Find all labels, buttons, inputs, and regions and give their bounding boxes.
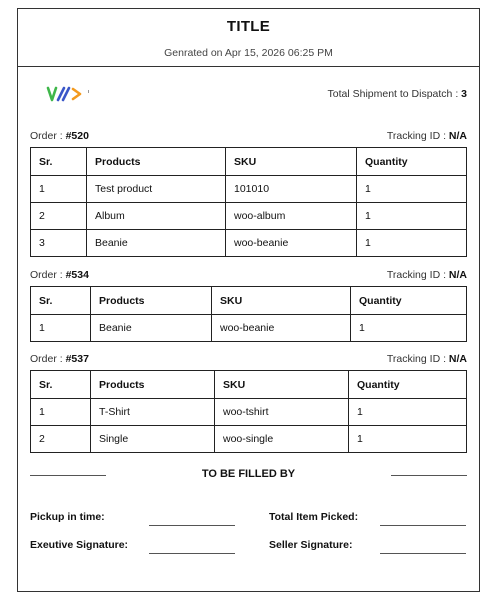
tracking-label: Tracking ID : [386,353,449,365]
pickup-time-label: Pickup in time: [30,511,105,523]
cell-sr: 3 [31,230,87,257]
brand-logo-icon [46,84,92,104]
manifest-sheet [17,8,480,592]
column-header-quantity: Quantity [357,148,467,176]
column-header-sr: Sr. [31,148,87,176]
order-number-text [30,353,89,365]
cell-sr: 1 [31,399,91,426]
order-header [30,125,467,147]
total-shipment-value: 3 [461,88,467,100]
seller-signature-blank [380,553,466,554]
divider-line-right [391,475,467,476]
cell-quantity: 1 [357,176,467,203]
total-picked-label: Total Item Picked: [269,511,359,523]
table-header-row [31,148,467,176]
tracking-id-text [387,130,467,142]
order-block [18,125,479,257]
column-header-sku: SKU [226,148,357,176]
order-label: Order : [30,130,66,142]
cell-quantity: 1 [357,203,467,230]
tracking-id-text [387,269,467,281]
order-block [18,348,479,453]
seller-signature-label: Seller Signature: [269,539,353,551]
table-row [31,176,467,203]
total-picked-blank [380,525,466,526]
column-header-products: Products [87,148,226,176]
cell-product: Test product [87,176,226,203]
tracking-label: Tracking ID : [386,130,449,142]
column-header-sr: Sr. [31,287,91,315]
cell-product: Beanie [91,315,212,342]
cell-sr: 2 [31,426,91,453]
order-number: #537 [65,353,89,365]
table-row [31,203,467,230]
order-header [30,264,467,286]
column-header-sku: SKU [212,287,351,315]
cell-sku: 101010 [226,176,357,203]
filled-by-divider [18,463,479,499]
tracking-id: N/A [448,130,467,142]
table-row [31,315,467,342]
cell-quantity: 1 [349,426,467,453]
table-header-row [31,287,467,315]
order-block [18,264,479,342]
cell-product: Beanie [87,230,226,257]
page-title: TITLE [226,18,271,35]
signature-row-signatures [18,535,479,563]
cell-product: Single [91,426,215,453]
tracking-label: Tracking ID : [386,269,449,281]
cell-sku: woo-tshirt [215,399,349,426]
column-header-products: Products [91,287,212,315]
generated-timestamp: Genrated on Apr 15, 2026 06:25 PM [164,47,333,59]
cell-product: T-Shirt [91,399,215,426]
cell-quantity: 1 [357,230,467,257]
column-header-quantity: Quantity [351,287,467,315]
order-number-text [30,130,89,142]
tracking-id: N/A [448,353,467,365]
cell-sku: woo-beanie [212,315,351,342]
table-header-row [31,371,467,399]
cell-sr: 1 [31,315,91,342]
cell-sku: woo-beanie [226,230,357,257]
column-header-products: Products [91,371,215,399]
order-number-text [30,269,89,281]
cell-product: Album [87,203,226,230]
table-row [31,399,467,426]
total-shipment-label: Total Shipment to Dispatch : [327,88,462,100]
executive-signature-label: Exeutive Signature: [30,539,129,551]
order-items-table [30,286,467,342]
tracking-id: N/A [448,269,467,281]
filled-by-heading: TO BE FILLED BY [201,468,296,480]
cell-sr: 1 [31,176,87,203]
tracking-id-text [387,353,467,365]
document-header [18,9,479,67]
column-header-sku: SKU [215,371,349,399]
pickup-time-blank [149,525,235,526]
signature-row-pickup [18,507,479,535]
cell-sr: 2 [31,203,87,230]
cell-sku: woo-single [215,426,349,453]
table-row [31,426,467,453]
cell-quantity: 1 [351,315,467,342]
total-shipment-text [328,88,468,100]
order-number: #534 [65,269,89,281]
executive-signature-blank [149,553,235,554]
order-header [30,348,467,370]
cell-quantity: 1 [349,399,467,426]
table-row [31,230,467,257]
order-items-table [30,370,467,453]
column-header-sr: Sr. [31,371,91,399]
order-label: Order : [30,353,66,365]
column-header-quantity: Quantity [349,371,467,399]
order-number: #520 [65,130,89,142]
order-items-table [30,147,467,257]
summary-bar [18,67,479,125]
cell-sku: woo-album [226,203,357,230]
order-label: Order : [30,269,66,281]
